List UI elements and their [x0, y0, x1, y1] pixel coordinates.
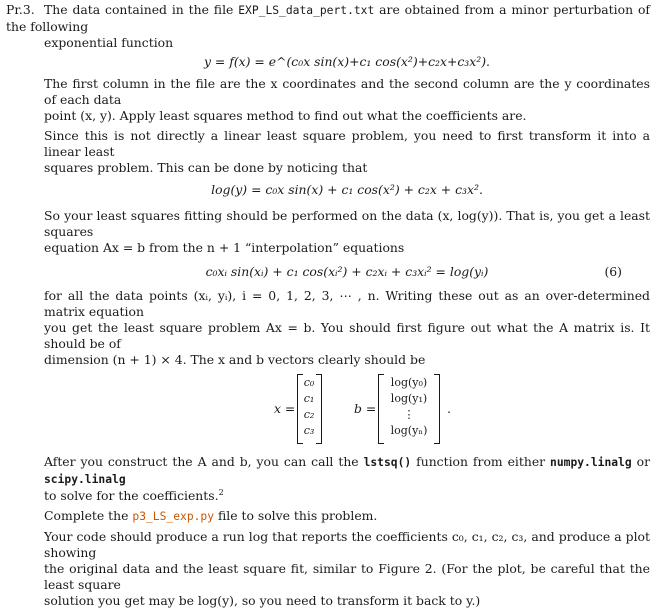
- b-entry: ⋮: [403, 408, 415, 421]
- paragraph-points-2: you get the least square problem Ax = b. You should first figure out what the A matrix is. It should be of: [44, 320, 650, 351]
- b-vector: [380, 375, 438, 439]
- intro-text-1: The data contained in the file: [44, 2, 239, 17]
- paragraph-output-1: Your code should produce a run log that reports the coefficients c₀, c₁, c₂, c₃, and produce a plot showing: [44, 529, 650, 560]
- paragraph-points-3: dimension (n + 1) × 4. The x and b vectors clearly should be: [44, 352, 426, 367]
- intro-text-2: are obtained from a minor perturbation of the following: [6, 2, 650, 34]
- data-filename: EXP_LS_data_pert.txt: [238, 4, 375, 17]
- paragraph-output-2: the original data and the least square fit, similar to Figure 2. (For the plot, be careful that the least square: [44, 561, 650, 592]
- paragraph-points-1: for all the data points (xᵢ, yᵢ), i = 0, 1, 2, 3, ⋯ , n. Writing these out as an over-determined matrix equation: [44, 288, 650, 319]
- b-entry: log(yₙ): [390, 424, 428, 437]
- equation-exponential: y = f(x) = e^(c₀x sin(x)+c₁ cos(x²)+c₂x+c₃x²).: [203, 54, 490, 69]
- b-trailing-period: .: [447, 401, 451, 416]
- b-entry: log(y₁): [390, 392, 428, 405]
- equation-number: (6): [604, 264, 622, 279]
- paragraph-fitting-1: So your least squares fitting should be performed on the data (x, log(y)). That is, you get a least squares: [44, 208, 650, 239]
- paragraph-lstsq-2: [6, 488, 650, 504]
- lstsq-text-3: or: [631, 454, 650, 469]
- paragraph-transform-1: Since this is not directly a linear least square problem, you need to first transform it into a linear least: [44, 128, 650, 159]
- b-entry: log(y₀): [390, 376, 428, 389]
- code-lstsq: lstsq(): [363, 456, 412, 469]
- complete-text-2: file to solve this problem.: [214, 508, 378, 523]
- paragraph-output-3: solution you get may be log(y), so you need to transform it back to y.): [44, 593, 481, 608]
- paragraph-intro: [6, 2, 650, 35]
- problem-label: Pr.3.: [6, 2, 35, 17]
- paragraph-fitting-2: equation Ax = b from the n + 1 “interpolation” equations: [44, 240, 405, 255]
- equation-interpolation-block: [6, 264, 650, 280]
- x-right-bracket: [316, 374, 322, 444]
- x-entry: c₁: [303, 392, 315, 405]
- x-entry: c₀: [303, 376, 315, 389]
- paragraph-intro-cont: exponential function: [44, 35, 174, 50]
- complete-text-1: Complete the: [44, 508, 133, 523]
- equation-log: log(y) = c₀x sin(x) + c₁ cos(x²) + c₂x + c₃x².: [211, 182, 483, 197]
- lstsq-text-1: After you construct the A and b, you can call the: [44, 454, 364, 469]
- x-vector-label: x =: [274, 401, 296, 416]
- paragraph-columns-2: point (x, y). Apply least squares method to find out what the coefficients are.: [44, 108, 527, 123]
- code-numpy-linalg: numpy.linalg: [550, 456, 632, 469]
- script-file-link[interactable]: p3_LS_exp.py: [132, 510, 215, 523]
- paragraph-columns-1: The first column in the file are the x coordinates and the second column are the y coordinates of each data: [44, 76, 650, 107]
- x-entry: c₃: [303, 424, 315, 437]
- paragraph-transform-2: squares problem. This can be done by noticing that: [44, 160, 368, 175]
- paragraph-complete: [6, 508, 650, 525]
- footnote-marker[interactable]: 2: [218, 487, 224, 497]
- x-entry: c₂: [303, 408, 315, 421]
- equation-interpolation: c₀xᵢ sin(xᵢ) + c₁ cos(xᵢ²) + c₂xᵢ + c₃xᵢ² = log(yᵢ): [205, 264, 489, 279]
- lstsq-text-2: function from either: [411, 454, 551, 469]
- code-scipy-linalg: scipy.linalg: [44, 473, 126, 486]
- paragraph-lstsq-1: [6, 454, 650, 488]
- b-right-bracket: [434, 374, 440, 444]
- vector-definitions: [6, 368, 650, 454]
- b-vector-label: b =: [354, 401, 377, 416]
- lstsq-text-4: to solve for the coefficients.: [44, 488, 219, 503]
